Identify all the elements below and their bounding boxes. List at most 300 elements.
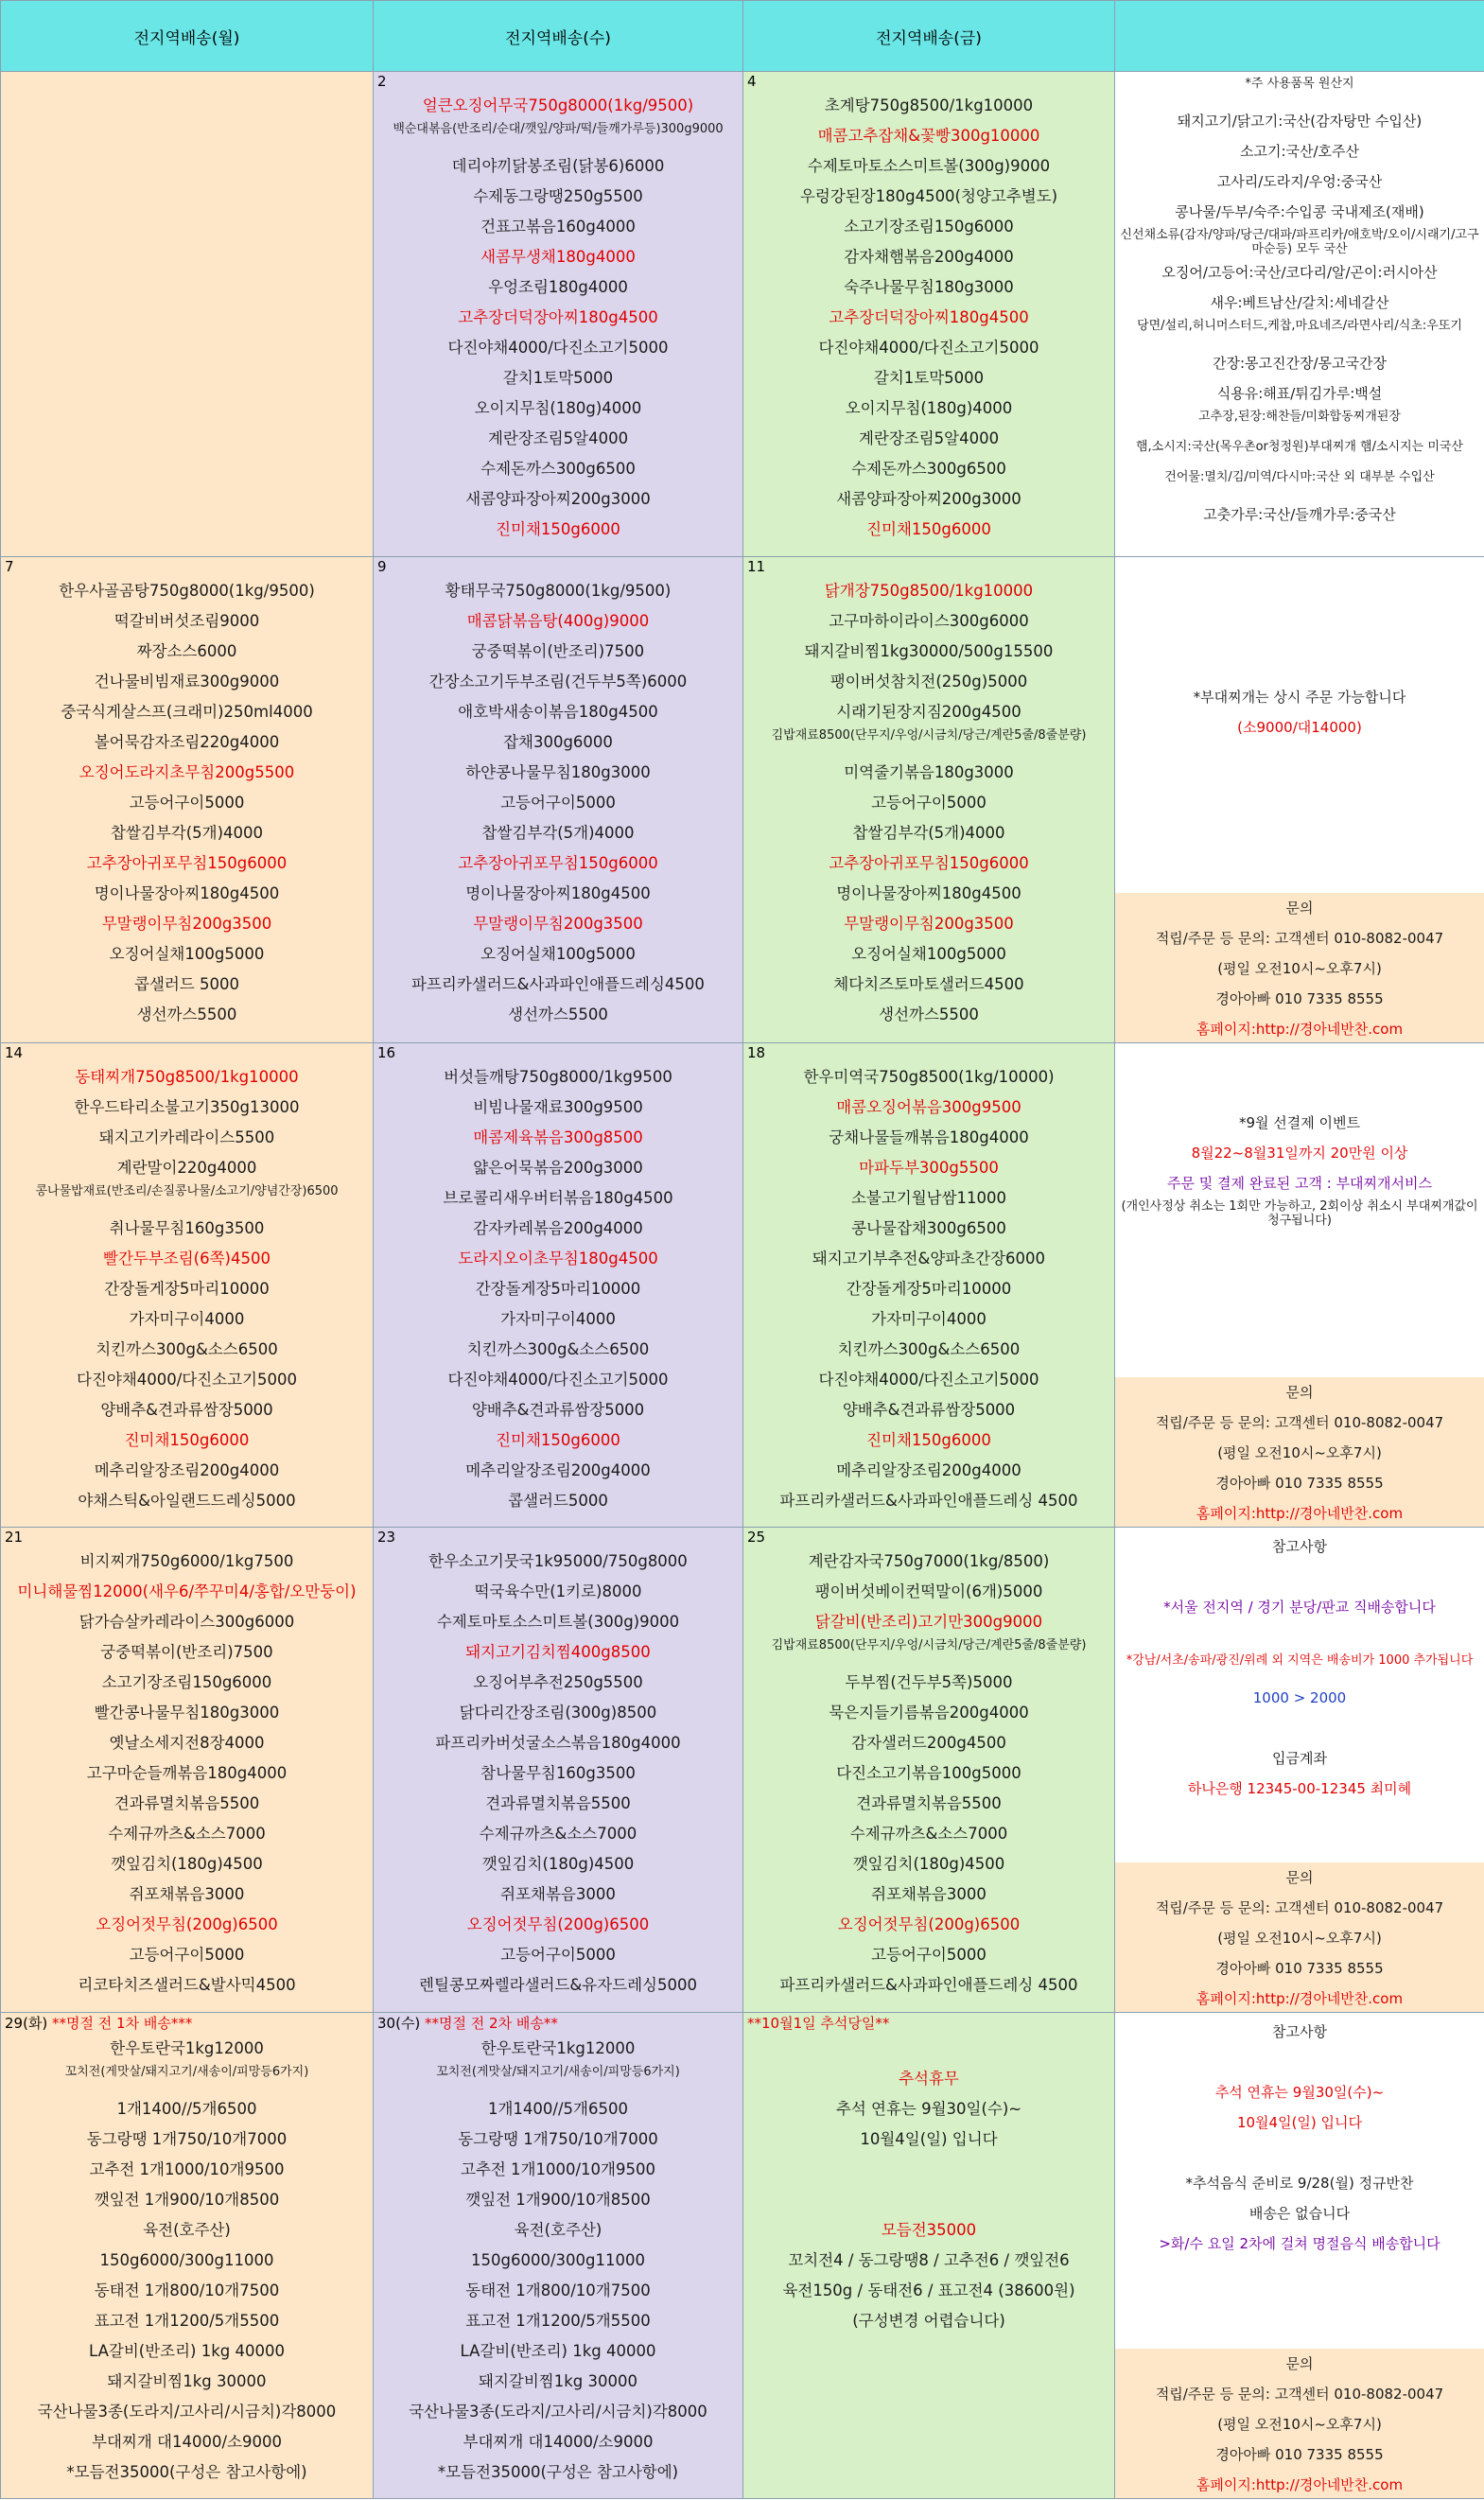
menu-item: 얇은어묵볶음200g3000 <box>374 1153 742 1183</box>
menu-item: 명이나물장아찌180g4500 <box>1 879 373 909</box>
menu-item: 참나물무침160g3500 <box>374 1758 742 1789</box>
day-cell <box>743 2013 1115 2499</box>
day-cell <box>743 72 1115 557</box>
menu-item: 수제토마토소스미트볼(300g)9000 <box>374 1607 742 1637</box>
note-line: *강남/서초/송파/광진/위례 외 지역은 배송비가 1000 추가됩니다 <box>1115 1652 1484 1683</box>
menu-item: 돼지고기김치찜400g8500 <box>374 1637 742 1668</box>
menu-item: 깻잎김치(180g)4500 <box>374 1849 742 1879</box>
menu-item: 찹쌀김부각(5개)4000 <box>743 818 1114 848</box>
menu-item: 쥐포채볶음3000 <box>374 1879 742 1910</box>
menu-item: 고추장더덕장아찌180g4500 <box>743 303 1114 333</box>
info-cell <box>1115 557 1484 1043</box>
note-line: 소고기:국산/호주산 <box>1115 136 1484 166</box>
day-header <box>374 2013 742 2034</box>
header-fri: 전지역배송(금) <box>743 1 1115 72</box>
menu-item: 수제규까츠&소스7000 <box>374 1819 742 1849</box>
notes <box>1115 1043 1484 1380</box>
notes <box>1115 2013 1484 2350</box>
menu-item: 진미채150g6000 <box>743 1425 1114 1456</box>
menu-item: 꼬치전(게맛살/돼지고기/새송이/피망등6가지) <box>374 2064 742 2094</box>
note-line <box>1115 2319 1484 2350</box>
menu-item: 치킨까스300g&소스6500 <box>374 1335 742 1365</box>
menu-item: 콩나물밥재료(반조리/손질콩나물/소고기/양념간장)6500 <box>1 1183 373 1214</box>
menu-item: 고등어구이5000 <box>743 1940 1114 1970</box>
note-line: 오징어/고등어:국산/코다리/알/곤이:러시아산 <box>1115 257 1484 288</box>
menu-item: 고등어구이5000 <box>743 788 1114 818</box>
note-line <box>1115 833 1484 864</box>
menu-item: 감자채햄볶음200g4000 <box>743 242 1114 272</box>
day-header <box>1 2013 373 2034</box>
menu-item: 브로콜리새우버터볶음180g4500 <box>374 1183 742 1214</box>
menu-item: 한우미역국750g8500(1kg/10000) <box>743 1062 1114 1093</box>
menu-item: 동태찌개750g8500/1kg10000 <box>1 1062 373 1093</box>
note-line: 참고사항 <box>1115 1531 1484 1562</box>
menu-item: 새콤무생채180g4000 <box>374 242 742 272</box>
note-line: 새우:베트남산/갈치:세네갈산 <box>1115 288 1484 318</box>
menu-item: 콩나물잡채300g6500 <box>743 1214 1114 1244</box>
menu-item: 오이지무침(180g)4000 <box>374 393 742 424</box>
day-cell <box>374 72 743 557</box>
menu-item: 계란감자국750g7000(1kg/8500) <box>743 1547 1114 1577</box>
homepage-link[interactable]: 홈페이지:http://경아네반찬.com <box>1115 1984 1484 2014</box>
contact-hours: (평일 오전10시~오후7시) <box>1115 953 1484 984</box>
menu-item: 렌틸콩모짜렐라샐러드&유자드레싱5000 <box>374 1970 742 2001</box>
menu-item: 다진야채4000/다진소고기5000 <box>1 1365 373 1395</box>
menu-item: 수제규까츠&소스7000 <box>743 1819 1114 1849</box>
note-line <box>1115 2289 1484 2319</box>
menu-item: 견과류멸치볶음5500 <box>1 1789 373 1819</box>
note-line: >화/수 요일 2차에 걸쳐 명절음식 배송합니다 <box>1115 2229 1484 2259</box>
notes <box>1115 72 1484 530</box>
menu-item: 매콤오징어볶음300g9500 <box>743 1093 1114 1123</box>
menu-item: 고등어구이5000 <box>1 1940 373 1970</box>
contact-title: 문의 <box>1115 2349 1484 2379</box>
menu-item: 수제규까츠&소스7000 <box>1 1819 373 1849</box>
menu-item: *모듬전35000(구성은 참고사항에) <box>1 2457 373 2488</box>
menu-item: 계란장조림5알4000 <box>374 424 742 454</box>
menu-item: 떡국육수만(1키로)8000 <box>374 1577 742 1607</box>
menu-item: 생선까스5500 <box>374 1000 742 1030</box>
menu-item: 계란장조림5알4000 <box>743 424 1114 454</box>
holiday-notice: **명절 전 1차 배송*** <box>47 2015 192 2032</box>
menu-item: 고추장아귀포무침150g6000 <box>374 848 742 879</box>
menu-item: 돼지고기부추전&양파초간장6000 <box>743 1244 1114 1274</box>
menu-item: 수제돈까스300g6500 <box>374 454 742 484</box>
menu-item: 국산나물3종(도라지/고사리/시금치)각8000 <box>1 2397 373 2427</box>
menu-item: 궁중떡볶이(반조리)7500 <box>374 637 742 667</box>
menu-item: 고등어구이5000 <box>374 788 742 818</box>
homepage-link[interactable]: 홈페이지:http://경아네반찬.com <box>1115 1498 1484 1529</box>
menu-item: 리코타치즈샐러드&발사믹4500 <box>1 1970 373 2001</box>
day-number: 2 <box>374 72 742 91</box>
menu-item: 쥐포채볶음3000 <box>743 1879 1114 1910</box>
menu-item: 다진야채4000/다진소고기5000 <box>743 1365 1114 1395</box>
menu-item: 10월4일(일) 입니다 <box>743 2124 1114 2155</box>
note-line <box>1115 773 1484 803</box>
day-number: 16 <box>374 1043 742 1062</box>
contact-phone: 경아아빠 010 7335 8555 <box>1115 1468 1484 1498</box>
day-number: 14 <box>1 1043 373 1062</box>
contact-hours: (평일 오전10시~오후7시) <box>1115 1923 1484 1953</box>
menu-item <box>743 2185 1114 2215</box>
contact-box <box>1115 893 1484 1042</box>
menu-item: 매콤고추잡채&꽃빵300g10000 <box>743 121 1114 151</box>
contact-hours: (평일 오전10시~오후7시) <box>1115 2409 1484 2439</box>
menu-item: 깻잎김치(180g)4500 <box>1 1849 373 1879</box>
day-number: 30(수) <box>377 2015 420 2032</box>
menu-item: 소불고기월남쌈11000 <box>743 1183 1114 1214</box>
menu-item: 계란말이220g4000 <box>1 1153 373 1183</box>
note-line <box>1115 1622 1484 1652</box>
menu-item: 진미채150g6000 <box>1 1425 373 1456</box>
menu-item: 한우사골곰탕750g8000(1kg/9500) <box>1 576 373 606</box>
menu-item: 소고기장조림150g6000 <box>1 1668 373 1698</box>
menu-item: 다진야채4000/다진소고기5000 <box>743 333 1114 363</box>
menu-item: 1개1400//5개6500 <box>374 2094 742 2124</box>
menu-item: 육전(호주산) <box>1 2215 373 2246</box>
menu-item: 고추장아귀포무침150g6000 <box>743 848 1114 879</box>
day-cell <box>1 1528 374 2013</box>
note-line: 돼지고기/닭고기:국산(감자탕만 수입산) <box>1115 106 1484 136</box>
menu-item: 진미채150g6000 <box>743 515 1114 545</box>
menu-item: 볼어묵감자조림220g4000 <box>1 727 373 758</box>
day-cell <box>1 2013 374 2499</box>
menu-item: 메추리알장조림200g4000 <box>374 1456 742 1486</box>
menu-item: 동태전 1개800/10개7500 <box>374 2276 742 2306</box>
menu-item: 진미채150g6000 <box>374 1425 742 1456</box>
day-number: 25 <box>743 1528 1114 1547</box>
info-cell <box>1115 1043 1484 1528</box>
notes <box>1115 557 1484 894</box>
menu-item: 닭개장750g8500/1kg10000 <box>743 576 1114 606</box>
info-cell <box>1115 2013 1484 2499</box>
day-header <box>743 2013 1114 2034</box>
menu-item: 간장소고기두부조림(건두부5쪽)6000 <box>374 667 742 697</box>
contact-box <box>1115 1377 1484 1527</box>
note-line <box>1115 561 1484 591</box>
menu-item: 비빔나물재료300g9500 <box>374 1093 742 1123</box>
note-line: (소9000/대14000) <box>1115 712 1484 743</box>
menu-item: 파프리카샐러드&사과파인애플드레싱4500 <box>374 970 742 1000</box>
menu-item: 우엉조림180g4000 <box>374 272 742 303</box>
contact-phone: 경아아빠 010 7335 8555 <box>1115 1953 1484 1984</box>
menu-item: 고추전 1개1000/10개9500 <box>374 2155 742 2185</box>
note-line: (개인사정상 취소는 1회만 가능하고, 2회이상 취소시 부대찌개값이 청구됩니다) <box>1115 1198 1484 1229</box>
note-line <box>1115 2047 1484 2077</box>
menu-item: 파프리카샐러드&사과파인애플드레싱 4500 <box>743 1970 1114 2001</box>
contact-phone: 경아아빠 010 7335 8555 <box>1115 2439 1484 2470</box>
menu-item: 추석휴무 <box>743 2064 1114 2094</box>
menu-item: 고추장아귀포무침150g6000 <box>1 848 373 879</box>
menu-item: 오징어젓무침(200g)6500 <box>1 1910 373 1940</box>
note-line <box>1115 1804 1484 1834</box>
menu-item: 감자카레볶음200g4000 <box>374 1214 742 1244</box>
header-row <box>1 1 1484 72</box>
menu-item <box>743 2457 1114 2488</box>
day-cell <box>1 1043 374 1528</box>
menu-item: 수제동그랑땡250g5500 <box>374 182 742 212</box>
menu-item: 고구마순들깨볶음180g4000 <box>1 1758 373 1789</box>
menu-item: 무말랭이무침200g3500 <box>374 909 742 939</box>
menu-item: 갈치1토막5000 <box>374 363 742 393</box>
note-line: 고사리/도라지/우엉:중국산 <box>1115 166 1484 197</box>
menu-item: 동그랑땡 1개750/10개7000 <box>1 2124 373 2155</box>
menu-item: 애호박새송이볶음180g4500 <box>374 697 742 727</box>
menu-item: 중국식게살스프(크래미)250ml4000 <box>1 697 373 727</box>
menu-item: 다진소고기볶음100g5000 <box>743 1758 1114 1789</box>
menu-item: 오징어젓무침(200g)6500 <box>743 1910 1114 1940</box>
contact-hours: (평일 오전10시~오후7시) <box>1115 1438 1484 1468</box>
week-row <box>1 1528 1484 2013</box>
menu-item: 감자샐러드200g4500 <box>743 1728 1114 1758</box>
menu-item: 닭다리간장조림(300g)8500 <box>374 1698 742 1728</box>
menu-item: 생선까스5500 <box>743 1000 1114 1030</box>
day-number: 9 <box>374 557 742 576</box>
menu-item: 양배추&견과류쌈장5000 <box>743 1395 1114 1425</box>
note-line <box>1115 743 1484 773</box>
menu-item: LA갈비(반조리) 1kg 40000 <box>1 2336 373 2367</box>
note-line <box>1115 864 1484 894</box>
menu-item: LA갈비(반조리) 1kg 40000 <box>374 2336 742 2367</box>
menu-item: 가자미구이4000 <box>374 1304 742 1335</box>
note-line: *9월 선결제 이벤트 <box>1115 1108 1484 1138</box>
note-line <box>1115 1259 1484 1289</box>
note-line <box>1115 621 1484 652</box>
menu-item: 오이지무침(180g)4000 <box>743 393 1114 424</box>
day-cell <box>374 557 743 1043</box>
note-line: 건어물:멸치/김/미역/다시마:국산 외 대부분 수입산 <box>1115 469 1484 499</box>
menu-item: 버섯들깨탕750g8000/1kg9500 <box>374 1062 742 1093</box>
menu-item: 150g6000/300g11000 <box>1 2246 373 2276</box>
note-line: *서울 전지역 / 경기 분당/판교 직배송합니다 <box>1115 1592 1484 1622</box>
menu-item: 건나물비빔재료300g9000 <box>1 667 373 697</box>
menu-item: 고등어구이5000 <box>1 788 373 818</box>
menu-item: 새콤양파장아찌200g3000 <box>743 484 1114 515</box>
menu-item: 치킨까스300g&소스6500 <box>743 1335 1114 1365</box>
menu-item: 찹쌀김부각(5개)4000 <box>374 818 742 848</box>
menu-item: 한우토란국1kg12000 <box>1 2034 373 2064</box>
day-cell <box>374 2013 743 2499</box>
note-line: 주문 및 결제 완료된 고객 : 부대찌개서비스 <box>1115 1168 1484 1198</box>
contact-box <box>1115 1862 1484 2012</box>
menu-item: 메추리알장조림200g4000 <box>1 1456 373 1486</box>
note-line: *추석음식 준비로 9/28(월) 정규반찬 <box>1115 2168 1484 2198</box>
menu-item: 돼지갈비찜1kg 30000 <box>1 2367 373 2397</box>
note-line: 햄,소시지:국산(목우촌or청정원)부대찌개 햄/소시지는 미국산 <box>1115 439 1484 469</box>
menu-item: 가자미구이4000 <box>743 1304 1114 1335</box>
menu-item: 황태무국750g8000(1kg/9500) <box>374 576 742 606</box>
menu-item: 오징어실채100g5000 <box>374 939 742 970</box>
menu-item: 취나물무침160g3500 <box>1 1214 373 1244</box>
note-line <box>1115 1229 1484 1259</box>
menu-item <box>743 2155 1114 2185</box>
menu-item: 동그랑땡 1개750/10개7000 <box>374 2124 742 2155</box>
note-line: 참고사항 <box>1115 2017 1484 2047</box>
info-cell <box>1115 1528 1484 2013</box>
menu-item: 추석 연휴는 9월30일(수)~ <box>743 2094 1114 2124</box>
menu-item: 쥐포채볶음3000 <box>1 1879 373 1910</box>
note-line: *부대찌개는 상시 주문 가능합니다 <box>1115 682 1484 712</box>
contact-line: 적립/주문 등 문의: 고객센터 010-8082-0047 <box>1115 1407 1484 1438</box>
note-line <box>1115 1350 1484 1380</box>
contact-phone: 경아아빠 010 7335 8555 <box>1115 984 1484 1014</box>
menu-item: 한우소고기뭇국1k95000/750g8000 <box>374 1547 742 1577</box>
day-number: 29(화) <box>5 2015 47 2032</box>
menu-item: 빨간두부조림(6쪽)4500 <box>1 1244 373 1274</box>
menu-item: 고추장더덕장아찌180g4500 <box>374 303 742 333</box>
note-line: *주 사용품목 원산지 <box>1115 76 1484 106</box>
menu-item: 오징어실채100g5000 <box>1 939 373 970</box>
menu-item: *모듬전35000(구성은 참고사항에) <box>374 2457 742 2488</box>
menu-item: 양배추&견과류쌈장5000 <box>1 1395 373 1425</box>
info-cell <box>1115 72 1484 557</box>
day-number: 4 <box>743 72 1114 91</box>
week-row <box>1 1043 1484 1528</box>
menu-item: 닭갈비(반조리)고기만300g9000 <box>743 1607 1114 1637</box>
note-line: 간장:몽고진간장/몽고국간장 <box>1115 348 1484 378</box>
week-row <box>1 72 1484 557</box>
menu-item: 무말랭이무침200g3500 <box>1 909 373 939</box>
note-line: 10월4일(일) 입니다 <box>1115 2107 1484 2138</box>
contact-line: 적립/주문 등 문의: 고객센터 010-8082-0047 <box>1115 923 1484 953</box>
menu-item: 수제돈까스300g6500 <box>743 454 1114 484</box>
menu-item: 깻잎전 1개900/10개8500 <box>1 2185 373 2215</box>
menu-item: 비지찌개750g6000/1kg7500 <box>1 1547 373 1577</box>
note-line <box>1115 2259 1484 2289</box>
note-line: 당면/설리,허니머스터드,케찹,마요네즈/라면사리/식초:우또기 <box>1115 318 1484 348</box>
note-line <box>1115 1320 1484 1350</box>
note-line <box>1115 1562 1484 1592</box>
menu-item: 매콤닭볶음탕(400g)9000 <box>374 606 742 637</box>
menu-item: 도라지오이초무침180g4500 <box>374 1244 742 1274</box>
week-row <box>1 2013 1484 2499</box>
contact-line: 적립/주문 등 문의: 고객센터 010-8082-0047 <box>1115 2379 1484 2409</box>
contact-title: 문의 <box>1115 893 1484 923</box>
note-line <box>1115 1834 1484 1864</box>
menu-item: 표고전 1개1200/5개5500 <box>374 2306 742 2336</box>
menu-item: 짜장소스6000 <box>1 637 373 667</box>
day-cell <box>743 1528 1115 2013</box>
menu-item: 간장돌게장5마리10000 <box>374 1274 742 1304</box>
day-number: 11 <box>743 557 1114 576</box>
menu-item: 궁중떡볶이(반조리)7500 <box>1 1637 373 1668</box>
menu-item: 육전(호주산) <box>374 2215 742 2246</box>
header-mon: 전지역배송(월) <box>1 1 374 72</box>
menu-item: 돼지고기카레라이스5500 <box>1 1123 373 1153</box>
note-line: 콩나물/두부/숙주:수입콩 국내제조(재배) <box>1115 197 1484 227</box>
note-line <box>1115 1077 1484 1108</box>
menu-item: 찹쌀김부각(5개)4000 <box>1 818 373 848</box>
note-line: 하나은행 12345-00-12345 최미혜 <box>1115 1774 1484 1804</box>
note-line: 1000 > 2000 <box>1115 1683 1484 1713</box>
menu-item: 오징어실채100g5000 <box>743 939 1114 970</box>
note-line: 추석 연휴는 9월30일(수)~ <box>1115 2077 1484 2107</box>
menu-item: 오징어젓무침(200g)6500 <box>374 1910 742 1940</box>
menu-item: 팽이버섯참치전(250g)5000 <box>743 667 1114 697</box>
menu-item: 깻잎전 1개900/10개8500 <box>374 2185 742 2215</box>
menu-item: 미역줄기볶음180g3000 <box>743 758 1114 788</box>
menu-item: 명이나물장아찌180g4500 <box>743 879 1114 909</box>
day-number: 21 <box>1 1528 373 1547</box>
menu-item: 수제토마토소스미트볼(300g)9000 <box>743 151 1114 182</box>
note-line <box>1115 652 1484 682</box>
menu-item <box>743 2367 1114 2397</box>
note-line <box>1115 1289 1484 1320</box>
menu-item: 돼지갈비찜1kg 30000 <box>374 2367 742 2397</box>
menu-item: 깻잎김치(180g)4500 <box>743 1849 1114 1879</box>
menu-item: 국산나물3종(도라지/고사리/시금치)각8000 <box>374 2397 742 2427</box>
menu-item <box>743 2336 1114 2367</box>
day-cell <box>374 1043 743 1528</box>
note-line: 입금계좌 <box>1115 1743 1484 1774</box>
notes <box>1115 1528 1484 1864</box>
note-line: 신선채소류(감자/양파/당근/대파/파프리카/애호박/오이/시래기/고구마순등) 모두 국산 <box>1115 227 1484 257</box>
menu-item: 모듬전35000 <box>743 2215 1114 2246</box>
homepage-link[interactable]: 홈페이지:http://경아네반찬.com <box>1115 1014 1484 1044</box>
menu-item: 1개1400//5개6500 <box>1 2094 373 2124</box>
contact-title: 문의 <box>1115 1862 1484 1893</box>
contact-title: 문의 <box>1115 1377 1484 1407</box>
menu-item: 오징어도라지초무침200g5500 <box>1 758 373 788</box>
menu-item: 하얀콩나물무침180g3000 <box>374 758 742 788</box>
note-line: 고춧가루:국산/들깨가루:중국산 <box>1115 499 1484 530</box>
day-number: 18 <box>743 1043 1114 1062</box>
menu-item: 옛날소세지전8장4000 <box>1 1728 373 1758</box>
menu-item: 고등어구이5000 <box>374 1940 742 1970</box>
menu-item: 야채스틱&아일랜드드레싱5000 <box>1 1486 373 1516</box>
note-line <box>1115 2138 1484 2168</box>
menu-item: 생선까스5500 <box>1 1000 373 1030</box>
menu-item <box>743 2034 1114 2064</box>
menu-item: 고추전 1개1000/10개9500 <box>1 2155 373 2185</box>
menu-item: 돼지갈비찜1kg30000/500g15500 <box>743 637 1114 667</box>
menu-item: 부대찌개 대14000/소9000 <box>1 2427 373 2457</box>
menu-item: 체다치즈토마토샐러드4500 <box>743 970 1114 1000</box>
menu-item: 다진야채4000/다진소고기5000 <box>374 1365 742 1395</box>
menu-item: 매콤제육볶음300g8500 <box>374 1123 742 1153</box>
holiday-notice: **10월1일 추석당일** <box>747 2015 889 2032</box>
menu-item: 김밥재료8500(단무지/우엉/시금치/당근/계란5줄/8줄분량) <box>743 727 1114 758</box>
menu-item: 초계탕750g8500/1kg10000 <box>743 91 1114 121</box>
contact-line: 적립/주문 등 문의: 고객센터 010-8082-0047 <box>1115 1893 1484 1923</box>
menu-item: 견과류멸치볶음5500 <box>374 1789 742 1819</box>
homepage-link[interactable]: 홈페이지:http://경아네반찬.com <box>1115 2470 1484 2500</box>
menu-item: 진미채150g6000 <box>374 515 742 545</box>
menu-item <box>743 2397 1114 2427</box>
menu-item: 고구마하이라이스300g6000 <box>743 606 1114 637</box>
menu-item <box>743 2427 1114 2457</box>
menu-item: 갈치1토막5000 <box>743 363 1114 393</box>
header-wed: 전지역배송(수) <box>374 1 743 72</box>
menu-item: 새콤양파장아찌200g3000 <box>374 484 742 515</box>
menu-item: 부대찌개 대14000/소9000 <box>374 2427 742 2457</box>
note-line <box>1115 803 1484 833</box>
menu-item: 150g6000/300g11000 <box>374 2246 742 2276</box>
day-number: 23 <box>374 1528 742 1547</box>
day-number <box>1 72 373 91</box>
menu-item: 표고전 1개1200/5개5500 <box>1 2306 373 2336</box>
note-line: 식용유:해표/튀김가루:백설 <box>1115 378 1484 409</box>
note-line: 8월22~8월31일까지 20만원 이상 <box>1115 1138 1484 1168</box>
note-line <box>1115 1047 1484 1077</box>
header-info <box>1115 1 1484 72</box>
menu-item: 미니해물찜12000(새우6/쭈꾸미4/홍합/오만둥이) <box>1 1577 373 1607</box>
day-cell <box>743 1043 1115 1528</box>
menu-item: 닭가슴살카레라이스300g6000 <box>1 1607 373 1637</box>
menu-item: 백순대볶음(반조리/순대/깻잎/양파/떡/들깨가루등)300g9000 <box>374 121 742 151</box>
week-row <box>1 557 1484 1043</box>
menu-item: 우렁강된장180g4500(청양고추별도) <box>743 182 1114 212</box>
